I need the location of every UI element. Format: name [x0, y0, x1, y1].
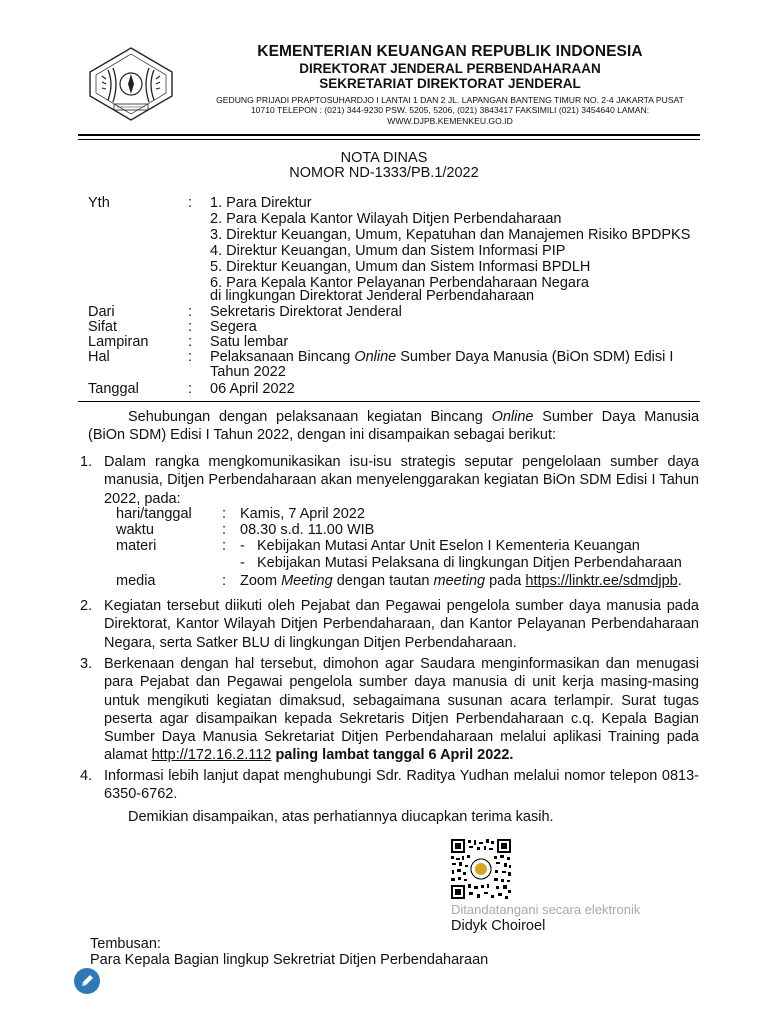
sifat-label: Sifat	[88, 319, 118, 335]
yth-label: Yth	[88, 195, 110, 211]
colon: :	[188, 195, 193, 211]
lampiran-label: Lampiran	[88, 334, 149, 350]
hal-label: Hal	[88, 349, 110, 365]
recipient-5: 5. Direktur Keuangan, Umum dan Sistem Informasi BPDLH	[210, 259, 591, 275]
address-line-2: 10710 TELEPON : (021) 344-9230 PSW. 5205, 5206, (021) 3843417 FAKSIMILI (021) 3454640 LAMAN:	[250, 105, 650, 116]
media-label: media	[116, 573, 156, 589]
sifat-value: Segera	[210, 319, 257, 335]
doc-type: NOTA DINAS	[340, 150, 428, 166]
recipient-1: 1. Para Direktur	[210, 195, 312, 211]
item-1-text: Dalam rangka mengkomunikasikan isu-isu strategis seputar pengelolaan sumber daya manusia, Ditjen Perbendaharaan akan menyelenggarakan kegiatan BiOn SDM Edisi I Tahun 2022, pada:	[104, 454, 699, 507]
colon: :	[222, 506, 227, 522]
directorate-name: DIREKTORAT JENDERAL PERBENDAHARAAN	[299, 61, 601, 76]
recipient-3: 3. Direktur Keuangan, Umum, Kepatuhan dan Manajemen Risiko BPDPKS	[210, 227, 691, 243]
item-2-text: Kegiatan tersebut diikuti oleh Pejabat dan Pegawai pengelola sumber daya manusia pada Direktorat, Kantor Wilayah Ditjen Perbendaharaan, dan Kantor Pelayanan Perbendaharaan Negara, serta Satker BLU di lingkungan Ditjen Perbendaharaan.	[104, 598, 699, 651]
dari-value: Sekretaris Direktorat Jenderal	[210, 304, 402, 320]
letterhead	[190, 42, 710, 126]
pen-icon	[74, 968, 100, 994]
qr-code-icon	[450, 838, 512, 900]
media-link[interactable]: https://linktr.ee/sdmdjpb	[525, 573, 678, 589]
recipient-6-cont: di lingkungan Direktorat Jenderal Perbendaharaan	[210, 288, 535, 304]
materi-dash-1: -	[240, 538, 245, 554]
address-line-1: GEDUNG PRIJADI PRAPTOSUHARDJO I LANTAI 1 DAN 2 JL. LAPANGAN BANTENG TIMUR NO. 2-4 JAKARTA PUSAT	[216, 95, 684, 105]
media-value: Zoom Meeting dengan tautan meeting pada https://linktr.ee/sdmdjpb.	[240, 573, 682, 589]
doc-number: NOMOR ND-1333/PB.1/2022	[289, 165, 479, 181]
signer-name: Didyk Choiroel	[451, 918, 546, 934]
ministry-name: KEMENTERIAN KEUANGAN REPUBLIK INDONESIA	[257, 43, 643, 60]
letterhead-rule-thin	[78, 139, 700, 140]
dari-label: Dari	[88, 304, 115, 320]
hari-value: Kamis, 7 April 2022	[240, 506, 365, 522]
recipient-6: 6. Para Kepala Kantor Pelayanan Perbendaharaan Negara	[210, 275, 589, 291]
materi-label: materi	[116, 538, 157, 554]
tanggal-label: Tanggal	[88, 381, 139, 397]
cc-text: Para Kepala Bagian lingkup Sekretriat Ditjen Perbendaharaan	[90, 952, 489, 968]
hari-label: hari/tanggal	[116, 506, 192, 522]
tanggal-value: 06 April 2022	[210, 381, 295, 397]
signed-electronically-note: Ditandatangani secara elektronik	[451, 902, 641, 917]
hal-value: Pelaksanaan Bincang Online Sumber Daya Manusia (BiOn SDM) Edisi I	[210, 349, 674, 365]
materi-1: Kebijakan Mutasi Antar Unit Eselon I Kementeria Keuangan	[257, 538, 640, 554]
item-2-number: 2.	[80, 598, 93, 614]
edit-pen-button[interactable]	[74, 968, 100, 994]
colon: :	[188, 304, 193, 320]
item-4-number: 4.	[80, 768, 93, 784]
intro-paragraph: Sehubungan dengan pelaksanaan kegiatan Bincang Online Sumber Daya Manusia (BiOn SDM) Edisi I Tahun 2022, dengan ini disampaikan sebagai berikut:	[88, 409, 700, 444]
colon: :	[222, 538, 227, 554]
colon: :	[188, 334, 193, 350]
item-3-text: Berkenaan dengan hal tersebut, dimohon agar Saudara menginformasikan dan menugasi para Pejabat dan Pegawai pengelola sumber daya manusia di unit kerja masing-masing untuk mengikuti kegiatan dimaksud, sebagaimana susunan acara terlampir. Surat tugas peserta agar disampaikan kepada Sekretaris Ditjen Perbendaharaan c.q. Kepala Bagian Sumber Daya Manusia Sekretariat Ditjen Perbendaharaan melalui aplikasi Training pada alamat http://172.16.2.112 paling lambat tanggal 6 April 2022.	[104, 656, 699, 764]
recipient-4: 4. Direktur Keuangan, Umum dan Sistem Informasi PIP	[210, 243, 566, 259]
materi-dash-2: -	[240, 555, 245, 571]
cc-label: Tembusan:	[90, 936, 161, 952]
waktu-label: waktu	[116, 522, 154, 538]
waktu-value: 08.30 s.d. 11.00 WIB	[240, 522, 375, 538]
secretariat-name: SEKRETARIAT DIREKTORAT JENDERAL	[319, 76, 581, 91]
closing-text: Demikian disampaikan, atas perhatiannya diucapkan terima kasih.	[128, 809, 554, 825]
colon: :	[188, 349, 193, 365]
recipient-2: 2. Para Kepala Kantor Wilayah Ditjen Perbendaharaan	[210, 211, 562, 227]
address-line-3: WWW.DJPB.KEMENKEU.GO.ID	[387, 115, 513, 126]
letterhead-rule-thick	[78, 134, 700, 136]
kemenkeu-logo-icon	[88, 46, 174, 122]
item-3-number: 3.	[80, 656, 93, 672]
training-link[interactable]: http://172.16.2.112	[151, 747, 272, 764]
materi-2: Kebijakan Mutasi Pelaksana di lingkungan Ditjen Perbendaharaan	[257, 555, 682, 571]
lampiran-value: Satu lembar	[210, 334, 289, 350]
colon: :	[222, 573, 227, 589]
colon: :	[188, 381, 193, 397]
item-1-number: 1.	[80, 454, 93, 470]
item-4-text: Informasi lebih lanjut dapat menghubungi Sdr. Raditya Yudhan melalui nomor telepon 0813-6350-6762.	[104, 768, 699, 803]
hal-value-line2: Tahun 2022	[210, 364, 286, 380]
colon: :	[222, 522, 227, 538]
header-divider	[78, 401, 700, 402]
colon: :	[188, 319, 193, 335]
